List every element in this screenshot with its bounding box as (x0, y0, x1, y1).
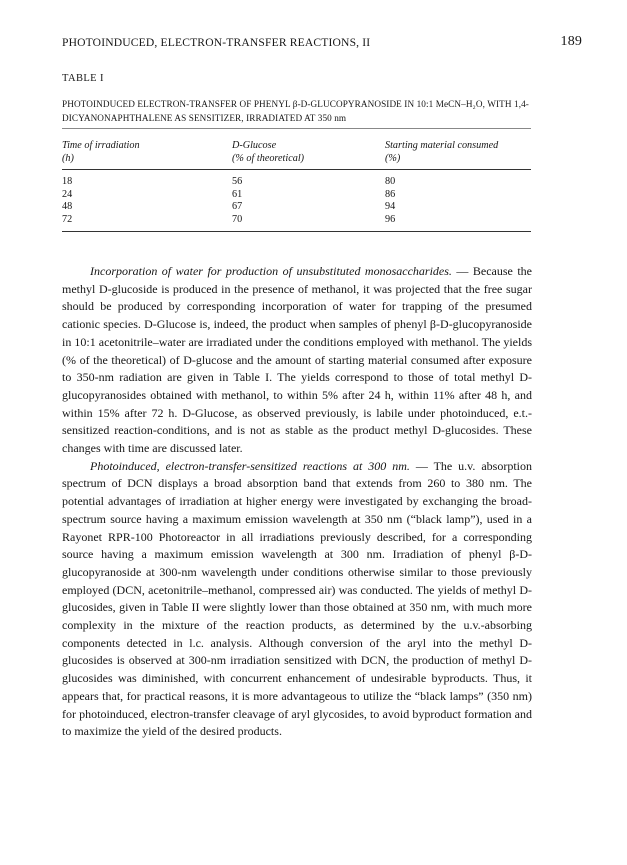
column-header-line: Time of irradiation (62, 140, 140, 151)
table-caption-line: DICYANONAPHTHALENE AS SENSITIZER, IRRADIATED AT 350 nm (62, 113, 347, 123)
table-caption-line: PHOTOINDUCED ELECTRON-TRANSFER OF PHENYL β-D-GLUCOPYRANOSIDE IN 10:1 MeCN–H₂O, WITH 1,4- (62, 99, 529, 109)
column-header-line: Starting material consumed (385, 140, 499, 151)
table-bottom-rule (62, 231, 531, 232)
table-cell: 56 (232, 176, 243, 187)
column-header-line: D-Glucose (232, 140, 277, 151)
table-row (0, 176, 627, 189)
table-cell: 67 (232, 201, 243, 212)
paragraph-heading: Incorporation of water for production of unsubstituted monosaccharides. (90, 264, 452, 278)
column-header-consumed (385, 139, 498, 165)
table-header-rule (62, 169, 531, 170)
table-row (0, 189, 627, 202)
table-cell: 61 (232, 188, 243, 200)
column-header-line: (h) (62, 153, 74, 164)
table-caption (62, 97, 582, 125)
table-row (0, 201, 627, 214)
table-body (0, 176, 627, 226)
table-cell: 80 (385, 176, 396, 187)
table-cell: 94 (385, 201, 396, 212)
column-header-time (62, 139, 140, 165)
page-number: 189 (560, 34, 582, 49)
table-cell: 70 (232, 213, 243, 225)
table-top-rule (62, 128, 531, 129)
column-header-glucose (232, 139, 304, 165)
column-header-line: (% of theoretical) (232, 153, 305, 164)
table-cell: 24 (62, 188, 73, 200)
table-cell: 86 (385, 188, 396, 200)
table-cell: 72 (62, 213, 73, 225)
running-head (62, 36, 582, 52)
table-label: TABLE I (62, 73, 104, 84)
paragraph (62, 458, 532, 741)
paragraph-text: — The u.v. absorption spectrum of DCN displays a broad absorption band that extends from 260 to 380 nm. The potential advantages of irradiation at higher energy were investigated by exchanging the broad-spectrum source having a maximum emission wavelength at 350 nm (“black lamp”), used in a Rayonet RPR-100 Photoreactor in all irradiations previously described, for a corresponding source having a maximum emission wavelength at 300 nm. Irradiation of phenyl β-D-glucopyranoside at 300-nm wavelength under conditions otherwise similar to those previously employed (DCN, acetonitrile–methanol, compressed air) was conducted. The yields of methyl D-glucosides, given in Table II were slightly lower than those obtained at 350 nm, with much more complexity in the mixture of the reaction products, as determined by the u.v.-absorbing components detected in l.c. analysis. Although conversion of the aryl into the methyl D-glucosides is observed at 300-nm irradiation sensitized with DCN, the production of methyl D-glucosides was diminished, with concurrent enhancement of undesirable byproducts. Thus, it appears that, for practical reasons, it is more advantageous to utilize the “black lamps” (350 nm) for photoinduced, electron-transfer cleavage of aryl glycosides, to avoid byproduct formation and to maximize the yield of the desired products. (62, 458, 532, 739)
column-header-line: (%) (385, 153, 401, 164)
paragraph-heading: Photoinduced, electron-transfer-sensitized reactions at 300 nm. (90, 458, 410, 473)
running-head-title: PHOTOINDUCED, ELECTRON-TRANSFER REACTIONS, II (62, 36, 371, 49)
table-cell: 96 (385, 213, 396, 225)
paragraph (62, 263, 532, 458)
table-cell: 48 (62, 201, 73, 212)
table-cell: 18 (62, 176, 73, 187)
body-text (62, 263, 532, 741)
paragraph-text: — Because the methyl D-glucoside is produced in the presence of methanol, it was projected that the free sugar should be produced by corresponding incorporation of water for trapping of the presumed cationic species. D-Glucose is, indeed, the product when samples of phenyl β-D-glucopyranoside in 10:1 acetonitrile–water are irradiated under the conditions employed with methanol. The yields (% of the theoretical) of D-glucose and the amount of starting material consumed after exposure to 350-nm radiation are given in Table I. The yields correspond to those of total methyl D-glucopyranosides obtained with methanol, to within 5% after 24 h, within 11% after 48 h, and within 15% after 72 h. D-Glucose, as observed previously, is labile under photoinduced, e.t.-sensitized reaction-conditions, and is not as stable as the product methyl D-glucosides. These changes with time are discussed later. (62, 264, 533, 456)
table-row (0, 214, 627, 227)
